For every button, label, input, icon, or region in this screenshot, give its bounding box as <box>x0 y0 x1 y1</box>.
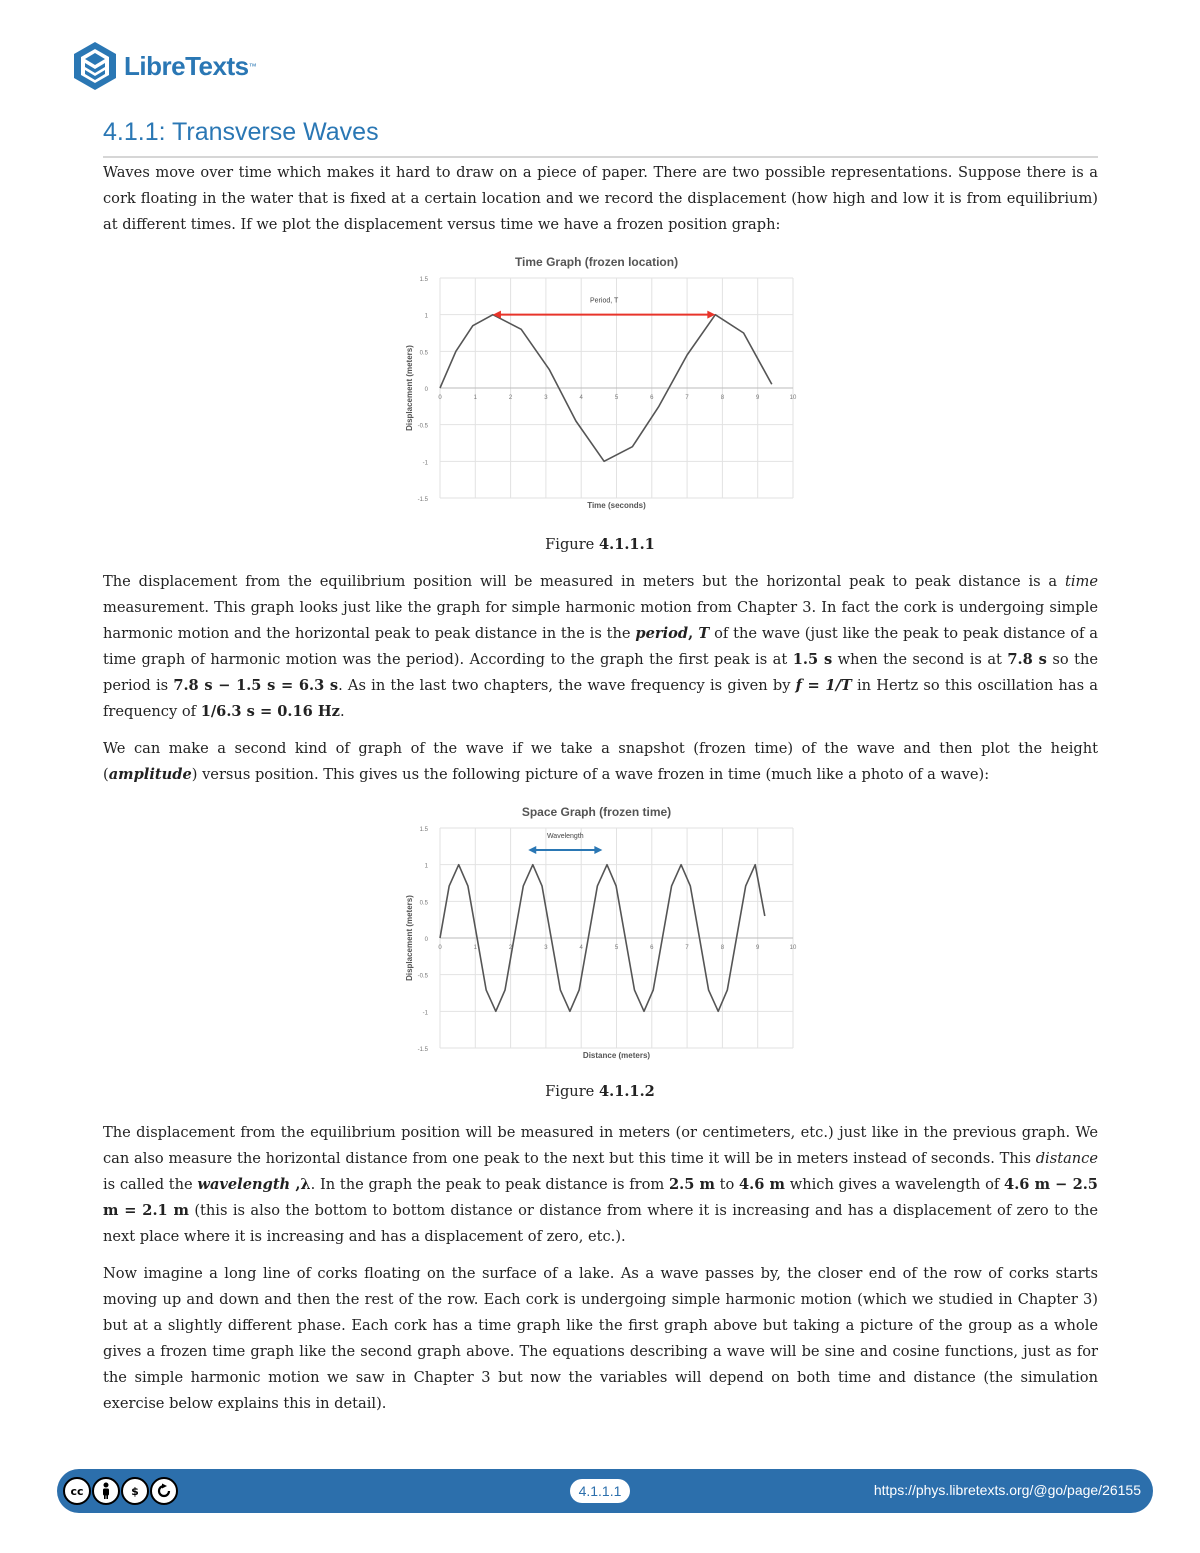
x-axis-label: Distance (meters) <box>582 1051 651 1060</box>
time-graph-svg <box>400 248 800 516</box>
figure2-caption-number: 4.1.1.2 <box>598 1083 655 1100</box>
figure1-caption-number: 4.1.1.1 <box>598 536 655 553</box>
x-tick-label: 6 <box>650 945 654 951</box>
p2-period-symbol: T <box>698 625 710 642</box>
chart-title: Space Graph (frozen time) <box>521 805 672 819</box>
p4-start-distance: 2.5 m <box>668 1176 715 1193</box>
y-tick-label: 0.5 <box>419 350 428 357</box>
y-tick-label: 0 <box>424 387 428 393</box>
paragraph-wavelength <box>103 1120 1098 1250</box>
y-tick-label: -1.5 <box>417 497 428 503</box>
annotation-label: Period, T <box>590 297 619 305</box>
p2-frequency-value: 1/6.3 s = 0.16 Hz <box>200 703 340 720</box>
page-number: 4.1.1.1 <box>570 1479 630 1503</box>
x-tick-label: 7 <box>685 945 689 951</box>
nc-dollar-icon: $ <box>121 1477 149 1505</box>
p2-t6: . As in the last two chapters, the wave frequency is given by <box>338 677 796 694</box>
space-graph-chart <box>400 798 800 1066</box>
p3-amplitude-term: amplitude <box>108 766 192 783</box>
y-tick-label: -1 <box>422 460 428 467</box>
paragraph-period <box>103 569 1098 725</box>
p2-frequency-formula: f = 1/T <box>795 677 852 694</box>
x-tick-label: 0 <box>438 395 442 401</box>
y-tick-label: -1 <box>422 1010 428 1017</box>
p4-t4: to <box>714 1176 740 1193</box>
y-tick-label: 1 <box>424 313 428 320</box>
p2-period-equation: 7.8 s − 1.5 s = 6.3 s <box>173 677 339 694</box>
x-tick-label: 9 <box>756 395 760 401</box>
y-tick-label: 0 <box>424 937 428 943</box>
x-tick-label: 3 <box>544 395 548 401</box>
by-person-icon <box>92 1477 120 1505</box>
x-tick-label: 8 <box>720 945 725 951</box>
x-tick-label: 1 <box>473 395 477 401</box>
p4-end-distance: 4.6 m <box>739 1176 785 1193</box>
y-axis-label: Displacement (meters) <box>405 345 414 431</box>
x-tick-label: 5 <box>614 945 619 951</box>
y-tick-label: -1.5 <box>417 1047 428 1053</box>
title-divider <box>103 156 1098 158</box>
p2-t3: of the wave (just like the peak to peak distance of a time graph of harmonic motion was the period). According to the graph the first peak is at <box>103 625 1098 668</box>
figure2-caption <box>0 1083 1200 1100</box>
page-footer <box>57 1469 1153 1513</box>
libretexts-logo-icon <box>72 41 118 91</box>
x-axis-label: Time (seconds) <box>587 501 646 510</box>
x-tick-label: 0 <box>438 945 442 951</box>
x-tick-label: 3 <box>544 945 548 951</box>
chart-title: Time Graph (frozen location) <box>514 255 679 269</box>
paragraph-intro: Waves move over time which makes it hard to draw on a piece of paper. There are two possible representations. Suppose there is a cork floating in the water that is fixed at a certain location and we record the displacement (how high and low it is from equilibrium) at different times. If we plot the displacement versus time we have a frozen position graph: <box>103 164 1098 233</box>
page-title: 4.1.1: Transverse Waves <box>103 118 379 146</box>
p4-distance-emphasis: distance <box>1035 1150 1098 1167</box>
p2-t1: The displacement from the equilibrium position will be measured in meters but the horizontal peak to peak distance is a <box>103 573 1065 590</box>
x-tick-label: 9 <box>756 945 760 951</box>
x-tick-label: 10 <box>789 945 797 951</box>
x-tick-label: 10 <box>789 395 797 401</box>
annotation-arrowhead-right <box>594 846 602 854</box>
p2-comma: , <box>688 625 699 642</box>
y-tick-label: -0.5 <box>417 973 428 980</box>
p2-t4: when the second is at <box>832 651 1008 668</box>
paragraph-corks: Now imagine a long line of corks floating on the surface of a lake. As a wave passes by, the closer end of the row of corks starts moving up and down and then the rest of the row. Each cork is undergoing simple harmonic motion (which we studied in Chapter 3) but at a slightly different phase. Each cork has a time graph like the first graph above but taking a picture of the group as a whole gives a frozen time graph like the second graph above. The equations describing a wave will be sine and cosine functions, just as for the simple harmonic motion we saw in Chapter 3 but now the variables will depend on both time and distance (the simulation exercise below explains this in detail). <box>103 1265 1098 1412</box>
figure2-caption-prefix: Figure <box>545 1083 599 1100</box>
logo-text: LibreTexts <box>124 50 249 81</box>
x-tick-label: 8 <box>720 395 725 401</box>
p3-t2: ) versus position. This gives us the following picture of a wave frozen in time (much like a photo of a wave): <box>191 766 990 783</box>
cc-icon: cc <box>63 1477 91 1505</box>
x-tick-label: 6 <box>650 395 654 401</box>
p2-t5: so the period is <box>103 651 1098 694</box>
p2-first-peak-time: 1.5 s <box>792 651 833 668</box>
paragraph-snapshot <box>103 736 1098 788</box>
p4-t2: is called the <box>103 1176 198 1193</box>
p4-lambda-symbol: ,λ <box>290 1176 311 1193</box>
p4-t3: . In the graph the peak to peak distance is from <box>310 1176 669 1193</box>
y-tick-label: 0.5 <box>419 900 428 907</box>
p4-t5: which gives a wavelength of <box>785 1176 1005 1193</box>
p2-t8: . <box>339 703 345 720</box>
p2-t7: in Hertz so this oscillation has a frequency of <box>103 677 1098 720</box>
p2-t2: measurement. This graph looks just like the graph for simple harmonic motion from Chapter 3. In fact the cork is undergoing simple harmonic motion and the horizontal peak to peak distance in the is the <box>103 599 1098 642</box>
sa-share-alike-icon <box>150 1477 178 1505</box>
y-tick-label: -0.5 <box>417 423 428 430</box>
p2-time-emphasis: time <box>1064 573 1098 590</box>
x-tick-label: 2 <box>508 945 513 951</box>
annotation-arrowhead-left <box>528 846 536 854</box>
cc-license-badge[interactable] <box>63 1475 179 1507</box>
p3-t1: We can make a second kind of graph of the wave if we take a snapshot (frozen time) of the wave and then plot the height ( <box>103 740 1098 783</box>
figure1-caption-prefix: Figure <box>545 536 599 553</box>
page-url-link[interactable]: https://phys.libretexts.org/@go/page/26155 <box>873 1482 1141 1498</box>
x-tick-label: 1 <box>473 945 477 951</box>
p4-t1: The displacement from the equilibrium position will be measured in meters (or centimeters, etc.) just like in the previous graph. We can also measure the horizontal distance from one peak to the next but this time it will be in meters instead of seconds. This <box>103 1124 1098 1167</box>
p4-t6: (this is also the bottom to bottom distance or distance from where it is increasing and has a displacement of zero to the next place where it is increasing and has a displacement of zero, etc.). <box>103 1202 1098 1245</box>
x-tick-label: 2 <box>508 395 513 401</box>
x-tick-label: 7 <box>685 395 689 401</box>
y-tick-label: 1.5 <box>419 277 428 283</box>
space-graph-svg <box>400 798 800 1066</box>
p4-wavelength-equation: 4.6 m − 2.5 m = 2.1 m <box>103 1176 1098 1219</box>
p2-second-peak-time: 7.8 s <box>1007 651 1047 668</box>
x-tick-label: 4 <box>579 945 583 951</box>
x-tick-label: 5 <box>614 395 619 401</box>
figure1-caption <box>0 536 1200 553</box>
libretexts-logo[interactable] <box>72 40 257 92</box>
annotation-label: Wavelength <box>546 833 584 840</box>
p2-period-term: period <box>635 625 689 642</box>
x-tick-label: 4 <box>579 395 583 401</box>
y-tick-label: 1 <box>424 863 428 870</box>
p4-wavelength-term: wavelength <box>197 1176 291 1193</box>
time-graph-chart <box>400 248 800 516</box>
y-axis-label: Displacement (meters) <box>405 895 414 981</box>
logo-trademark: ™ <box>248 61 257 71</box>
y-tick-label: 1.5 <box>419 827 428 833</box>
